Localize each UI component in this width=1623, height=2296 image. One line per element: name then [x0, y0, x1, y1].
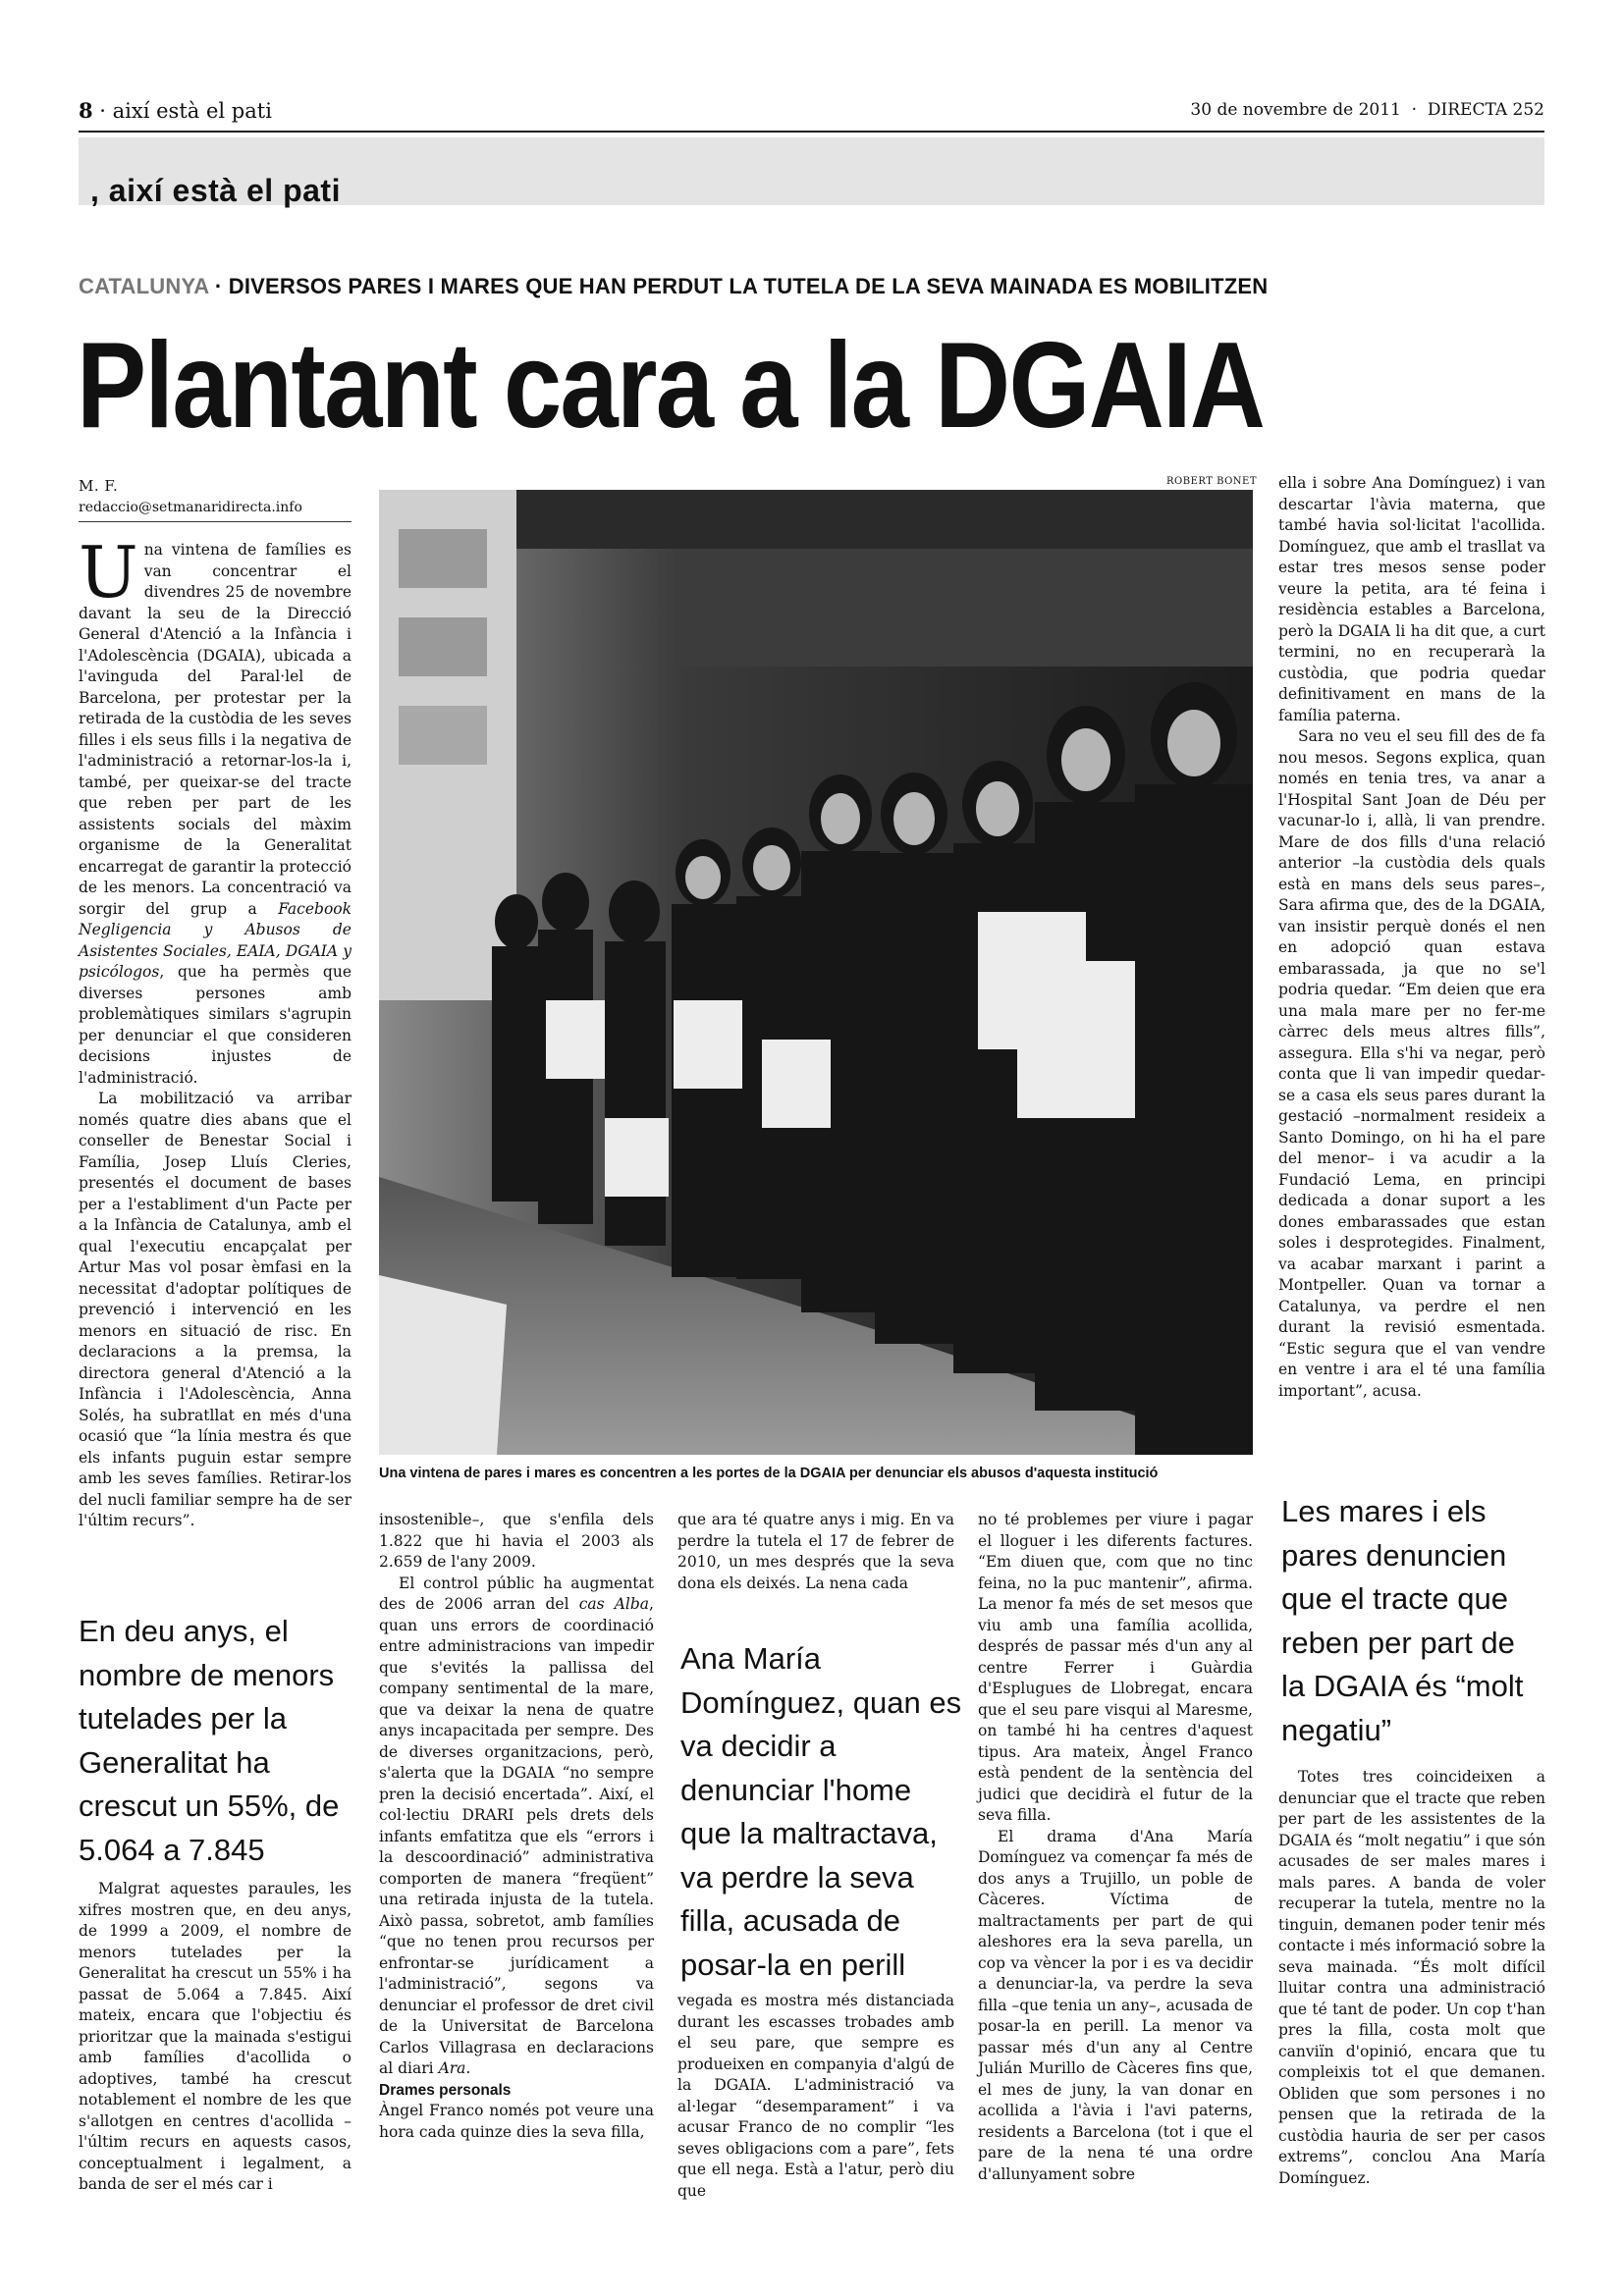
article-column-3-bottom [677, 1991, 954, 2202]
page-number: 8 [79, 98, 93, 123]
news-photo [379, 490, 1253, 1455]
byline-name: M. F. [79, 477, 119, 495]
paragraph: insostenible–, que s'enfila dels 1.822 que hi havia el 2003 als 2.659 de l'any 2009. [379, 1511, 654, 1571]
byline-email: redaccio@setmanaridirecta.info [79, 500, 302, 515]
paragraph: Àngel Franco només pot veure una hora cada quinze dies la seva filla, [379, 2102, 654, 2141]
section-name: així està el pati [112, 99, 272, 123]
article-column-1 [79, 531, 352, 1532]
headline: Plantant cara a la DGAIA [77, 318, 1265, 454]
paragraph: El control públic ha augmentat des de 2006 arran del cas Alba, quan uns errors de coordinació entre administracions van impedir que s'evités la pallissa del company sentimental de la mare, que va deixar la nena de quatre anys incapacitada per sempre. Des de diverses organitzacions, però, s'alerta que la DGAIA “no sempre pren la decisió encertada”. Així, el col·lectiu DRARI pels drets dels infants emfatitza que els “errors i la descoordinació” administrativa comporten de manera “freqüent” una retirada injusta de la tutela. Això passa, sobretot, amb famílies “que no tenen prou recursos per enfrontar-se jurídicament a l'administració”, segons va denunciar el professor de dret civil de la Universitat de Barcelona Carlos Villagrasa en declaracions al diari Ara. [379, 1574, 654, 2077]
issue-date: 30 de novembre de 2011 [1190, 100, 1401, 120]
paragraph: ella i sobre Ana Domínguez) i van descartar l'àvia materna, que també havia sol·licitat l'acollida. Domínguez, que amb el trasllat va estar tres mesos sense poder veure la petita, ara té feina i residència estables a Barcelona, però la DGAIA li ha dit que, a curt termini, no en recuperarà la custòdia, que podria quedar definitivament en mans de la família paterna. [1278, 474, 1545, 724]
paragraph: Totes tres coincideixen a denunciar que el tracte que reben per part de les assistentes de la DGAIA és “molt negatiu” i que són acusades de ser males mares i mals pares. A banda de voler recuperar la tutela, mentre no la tinguin, demanen poder tenir més contacte i més informació sobre la seva mainada. “És molt difícil lluitar contra una administració que té tant de poder. Un cop t'han pres la filla, costa molt que canviïn d'opinió, encara que tu compleixis tot el que demanen. Obliden que som persones i no pensen que la retirada de la custòdia hauria de ser per casos extrems”, conclou Ana María Domínguez. [1278, 1768, 1545, 2187]
header-rule [79, 131, 1544, 133]
article-column-3-top [677, 1510, 954, 1594]
dateline: 30 de novembre de 2011 · DIRECTA 252 [1190, 100, 1544, 120]
article-column-5-bottom [1278, 1767, 1545, 2189]
subhead: CATALUNYA · DIVERSOS PARES I MARES QUE HAN PERDUT LA TUTELA DE LA SEVA MAINADA ES MOBILITZEN [79, 274, 1269, 298]
photo-credit: ROBERT BONET [1166, 476, 1258, 487]
photo-caption: Una vintena de pares i mares es concentren a les portes de la DGAIA per denunciar els abusos d'aquesta institució [379, 1466, 1159, 1481]
article-column-5-top [1278, 473, 1545, 1402]
paragraph: vegada es mostra més distanciada durant les escasses trobades amb el seu pare, que sempre es produeixen en companyia d'algú de la DGAIA. L'administració va al·legar “desemparament” i va acusar Franco de no complir “les seves obligacions com a pare”, fets que ell nega. Està a l'atur, però diu que [677, 1992, 954, 2200]
paragraph: no té problemes per viure i pagar el lloguer i les diferents factures. “Em diuen que, com que no tinc feina, no la puc mantenir”, afirma. La menor fa més de set mesos que viu amb una família acollida, després de passar més d'un any al centre Ferrer i Guàrdia d'Esplugues de Llobregat, encara que el seu pare visqui al Maresme, on també hi ha centres d'aquest tipus. Ara mateix, Àngel Franco està pendent de la sentència del judici que decidirà el futur de la seva filla. [978, 1511, 1253, 1824]
publication-name: DIRECTA 252 [1427, 100, 1544, 120]
subtitle: Drames personals [379, 2081, 512, 2099]
section-label: CATALUNYA [79, 274, 209, 298]
paragraph: Sara no veu el seu fill des de fa nou mesos. Segons explica, quan només en tenia tres, va anar a l'Hospital Sant Joan de Déu per vacunar-lo i, allà, li van prendre. Mare de dos fills d'una relació anterior –la custòdia dels quals està en mans dels seus pares–, Sara afirma que, des de la DGAIA, van insistir perquè donés el nen en adopció quan estava embarassada, ja que no se'l podria quedar. “Em deien que era una mala mare per no fer-me càrrec dels meus altres fills”, assegura. Ella s'hi va negar, però conta que li van impedir quedar-se a casa els seus pares durant la gestació –normalment resideix a Santo Domingo, on hi ha el pare del menor– i va acudir a la Fundació Lema, en principi dedicada a donar suport a les dones embarassades que estan soles i desprotegides. Finalment, va acabar marxant i parint a Montpeller. Quan va tornar a Catalunya, va perdre el nen durant la revisió esmentada. “Estic segura que el van vendre en ventre i ara el té una família important”, acusa. [1278, 727, 1545, 1400]
pull-quote-1: En deu anys, el nombre de menors tutelades per la Generalitat ha crescut un 55%, de 5.064 a 7.845 [79, 1614, 340, 1867]
subhead-text: DIVERSOS PARES I MARES QUE HAN PERDUT LA TUTELA DE LA SEVA MAINADA ES MOBILITZEN [228, 274, 1269, 298]
lead-paragraph: Una vintena de famílies es van concentrar el divendres 25 de novembre davant la seu de la Direcció General d'Atenció a la Infància i l'Adolescència (DGAIA), ubicada a l'avinguda del Paral·lel de Barcelona, per protestar per la retirada de la custòdia de les seves filles i els seus fills i la negativa de l'administració a retornar-los-la i, també, per queixar-se del tracte que reben per part de les assistents socials del màxim organisme de la Generalitat encarregat de garantir la protecció de les menors. La concentració va sorgir del grup a Facebook Negligencia y Abusos de Asistentes Sociales, EAIA, DGAIA y psicólogos, que ha permès que diverses persones amb problemàtiques similars s'agrupin per denunciar el que consideren decisions injustes de l'administració. [79, 531, 352, 1087]
section-band-title: , així està el pati [90, 173, 341, 208]
news-photo-image [379, 490, 1253, 1455]
article-column-4 [978, 1510, 1253, 2185]
paragraph: La mobilització va arribar només quatre dies abans que el conseller de Benestar Social i Família, Josep Lluís Cleries, presentés el document de bases per a l'establiment d'un Pacte per a la Infància de Catalunya, amb el qual l'executiu encapçalat per Artur Mas vol posar èmfasi en la necessitat d'adoptar polítiques de prevenció i intervenció en les menors en situació de risc. En declaracions a la premsa, la directora general d'Atenció a la Infància i l'Adolescència, Anna Solés, ha subratllat en més d'una ocasió que “la línia mestra és que els infants puguin estar sempre amb les seves famílies. Retirar-los del nucli familiar sempre ha de ser l'últim recurs”. [79, 1090, 352, 1529]
paragraph: Malgrat aquestes paraules, les xifres mostren que, en deu anys, de 1999 a 2009, el nombre de menors tutelades per la Generalitat ha crescut un 55% i ha passat de 5.064 a 7.845. Així mateix, encara que l'objectiu és prioritzar que la mainada s'estigui amb famílies d'acollida o adoptives, també ha crescut notablement el nombre de les que s'allotgen en centres d'acollida –l'últim recurs en aquests casos, conceptualment i legalment, a banda de ser el més car i [79, 1880, 352, 2193]
pull-quote-3: Les mares i els pares denuncien que el tracte que reben per part de la DGAIA és “molt negatiu” [1281, 1494, 1524, 1747]
article-column-1-bottom [79, 1879, 352, 2196]
page-folio: 8 · així està el pati [79, 98, 272, 123]
article-column-2 [379, 1510, 654, 2143]
pull-quote-2: Ana María Domínguez, quan es va decidir a denunciar l'home que la maltractava, va perdre la seva filla, acusada de posar-la en perill [680, 1641, 962, 1982]
paragraph: que ara té quatre anys i mig. En va perdre la tutela el 17 de febrer de 2010, un mes després que la seva dona els deixés. La nena cada [677, 1511, 954, 1592]
drop-cap: U [79, 531, 138, 614]
byline-rule [79, 521, 352, 522]
paragraph: El drama d'Ana María Domínguez va començar fa més de dos anys a Trujillo, un poble de Càceres. Víctima de maltractaments per part de qui aleshores era la seva parella, un cop va vèncer la por i es va decidir a denunciar-la, va perdre la seva filla –que tenia un any–, acusada de posar-la en perill. La menor va passar més d'un any al Centre Julián Murillo de Càceres fins que, el mes de juny, la van donar en acollida a l'àvia i l'avi paterns, residents a Barcelona (tot i que el pare de la nena té una ordre d'allunyament sobre [978, 1827, 1253, 2183]
